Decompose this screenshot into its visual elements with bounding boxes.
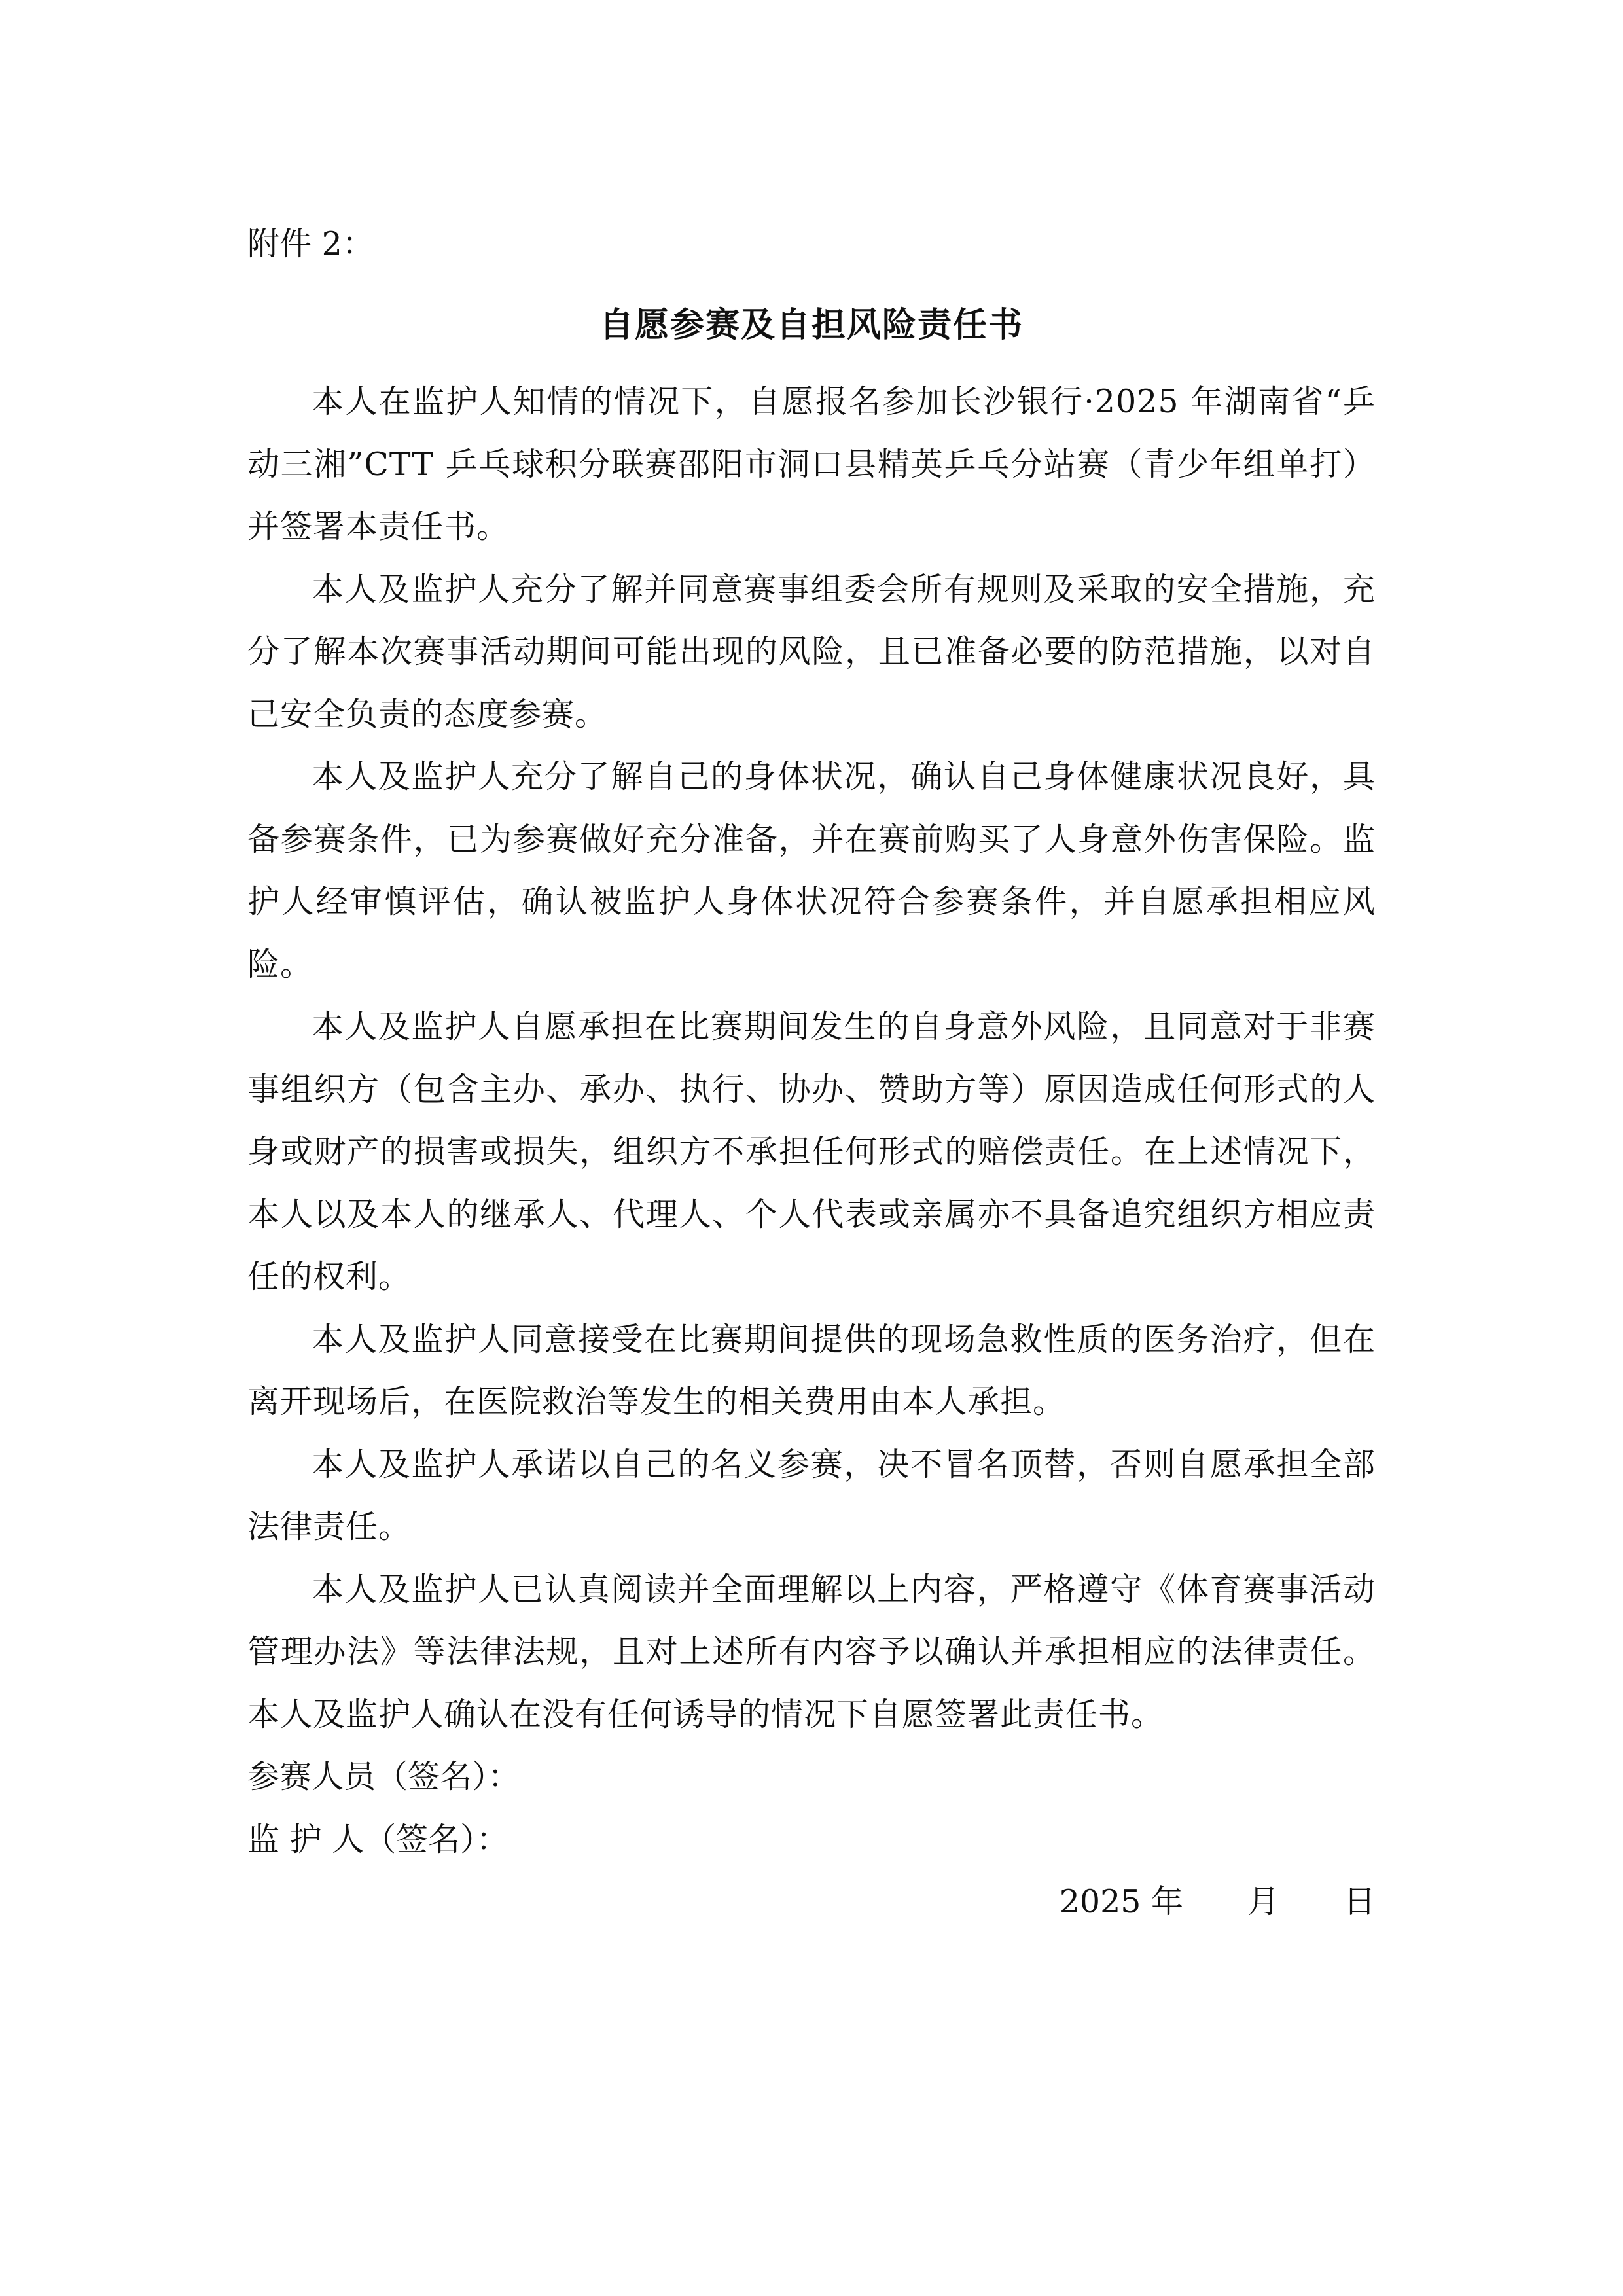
paragraph-participation: 本人在监护人知情的情况下，自愿报名参加长沙银行·2025 年湖南省“乒动三湘”CTT 乒乓球积分联赛邵阳市洞口县精英乒乓分站赛（青少年组单打）并签署本责任书。 xyxy=(247,383,1376,545)
document-title: 自愿参赛及自担风险责任书 xyxy=(599,305,1024,345)
document-body xyxy=(247,370,1376,1933)
paragraph-confirmation: 本人及监护人已认真阅读并全面理解以上内容，严格遵守《体育赛事活动管理办法》等法律法规，且对上述所有内容予以确认并承担相应的法律责任。本人及监护人确认在没有任何诱导的情况下自愿签署此责任书。 xyxy=(247,1570,1376,1733)
paragraph-medical: 本人及监护人同意接受在比赛期间提供的现场急救性质的医务治疗，但在离开现场后，在医院救治等发生的相关费用由本人承担。 xyxy=(247,1320,1376,1420)
paragraph-risk-liability: 本人及监护人自愿承担在比赛期间发生的自身意外风险，且同意对于非赛事组织方（包含主办、承办、执行、协办、赞助方等）原因造成任何形式的人身或财产的损害或损失，组织方不承担任何形式的赔偿责任。在上述情况下，本人以及本人的继承人、代理人、个人代表或亲属亦不具备追究组织方相应责任的权利。 xyxy=(247,1008,1376,1295)
guardian-signature-line: 监 护 人（签名）： xyxy=(247,1820,508,1858)
paragraph-health-insurance: 本人及监护人充分了解自己的身体状况，确认自己身体健康状况良好，具备参赛条件，已为参赛做好充分准备，并在赛前购买了人身意外伤害保险。监护人经审慎评估，确认被监护人身体状况符合参赛条件，并自愿承担相应风险。 xyxy=(247,758,1376,983)
signature-block xyxy=(247,1746,1376,1933)
date-line: 2025 年 月 日 xyxy=(1059,1883,1376,1920)
paragraph-identity: 本人及监护人承诺以自己的名义参赛，决不冒名顶替，否则自愿承担全部法律责任。 xyxy=(247,1445,1376,1545)
paragraph-rules-safety: 本人及监护人充分了解并同意赛事组委会所有规则及采取的安全措施，充分了解本次赛事活动期间可能出现的风险，且已准备必要的防范措施，以对自己安全负责的态度参赛。 xyxy=(247,570,1376,733)
attachment-label: 附件 2： xyxy=(247,225,374,262)
participant-signature-line: 参赛人员（签名）： xyxy=(247,1758,520,1795)
